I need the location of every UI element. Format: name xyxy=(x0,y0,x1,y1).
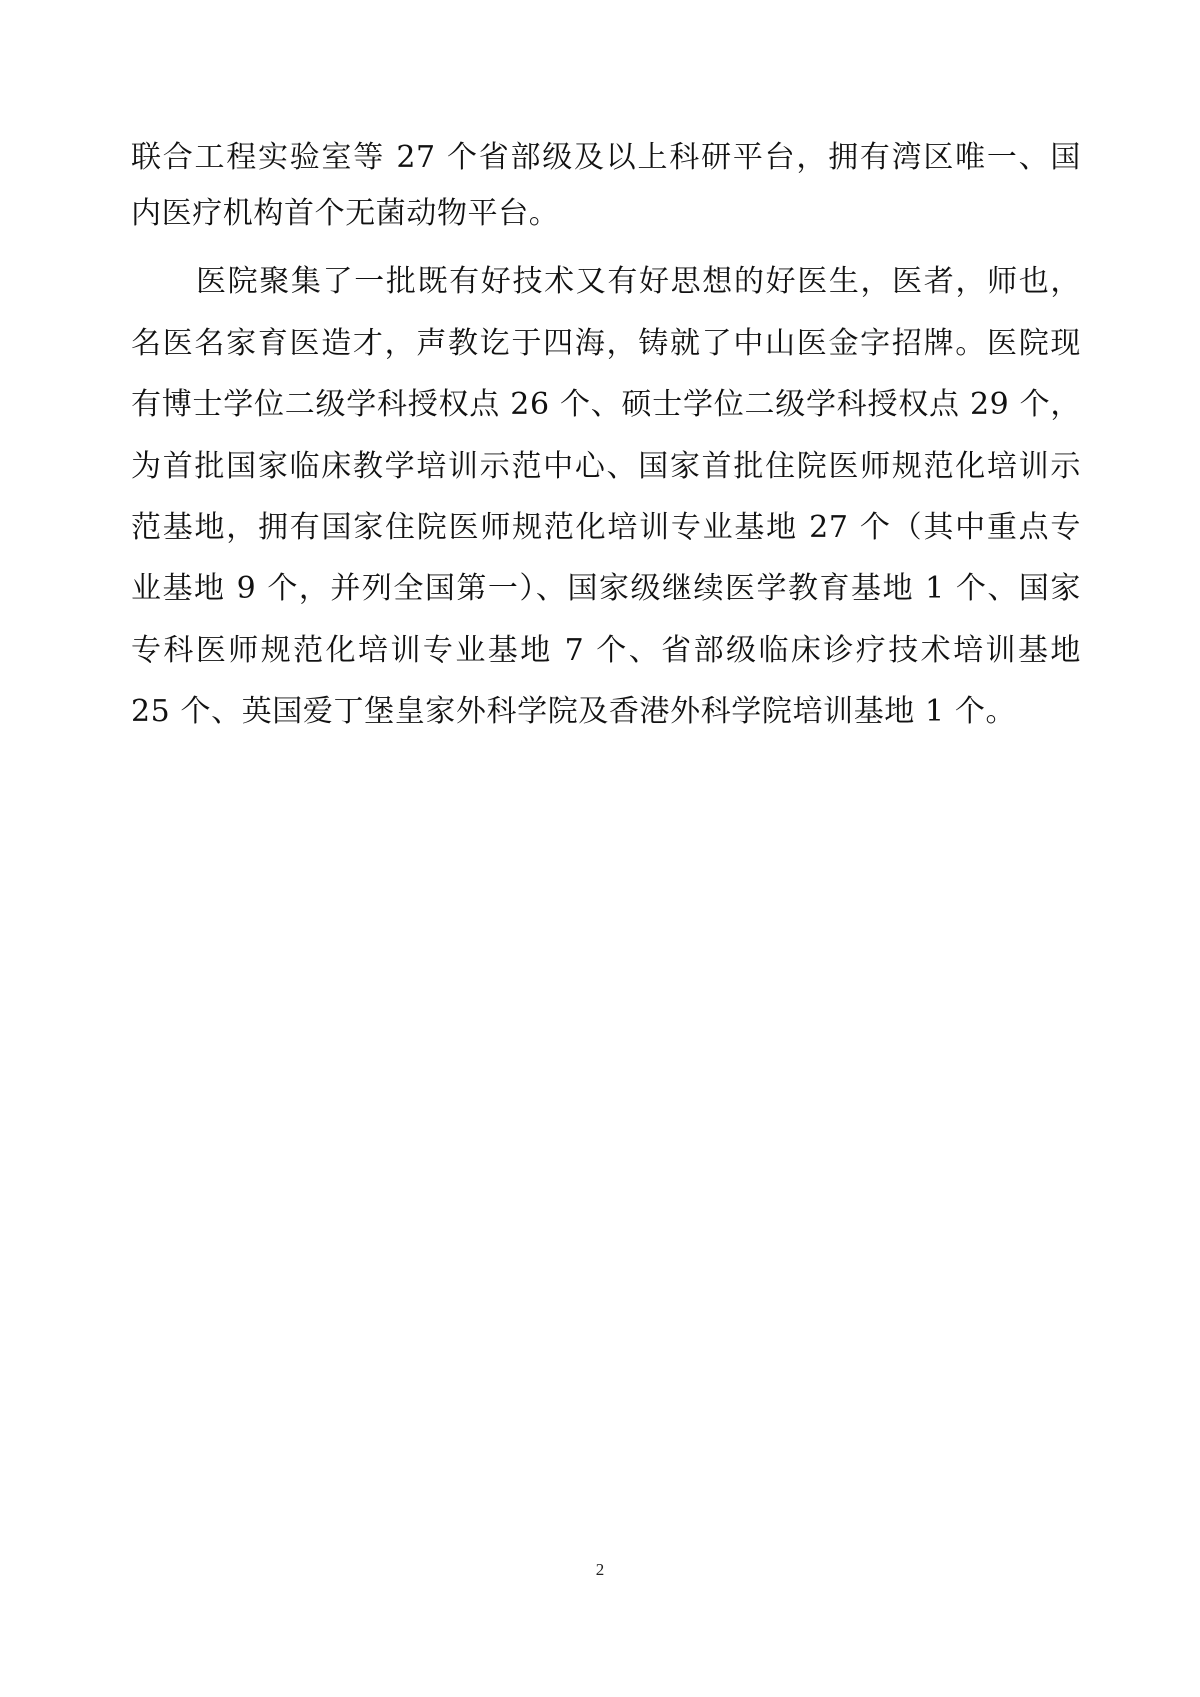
paragraph-2-line-6: 业基地 9 个，并列全国第一）、国家级继续医学教育基地 1 个、国家 xyxy=(131,571,1081,606)
paragraph-2-line-4: 为首批国家临床教学培训示范中心、国家首批住院医师规范化培训示 xyxy=(131,449,1081,484)
paragraph-2-line-2: 名医名家育医造才，声教讫于四海，铸就了中山医金字招牌。医院现 xyxy=(131,326,1081,361)
paragraph-2-line-5: 范基地，拥有国家住院医师规范化培训专业基地 27 个（其中重点专 xyxy=(131,510,1081,545)
paragraph-2-line-8: 25 个、英国爱丁堡皇家外科学院及香港外科学院培训基地 1 个。 xyxy=(131,694,1017,729)
paragraph-1-line-2: 内医疗机构首个无菌动物平台。 xyxy=(131,196,560,231)
paragraph-2-line-7: 专科医师规范化培训专业基地 7 个、省部级临床诊疗技术培训基地 xyxy=(131,633,1081,668)
paragraph-1-line-1: 联合工程实验室等 27 个省部级及以上科研平台，拥有湾区唯一、国 xyxy=(131,140,1081,175)
page-number: 2 xyxy=(595,1560,605,1579)
paragraph-2-line-3: 有博士学位二级学科授权点 26 个、硕士学位二级学科授权点 29 个， xyxy=(131,387,1081,422)
paragraph-2-line-1: 医院聚集了一批既有好技术又有好思想的好医生，医者，师也， xyxy=(196,264,1081,299)
